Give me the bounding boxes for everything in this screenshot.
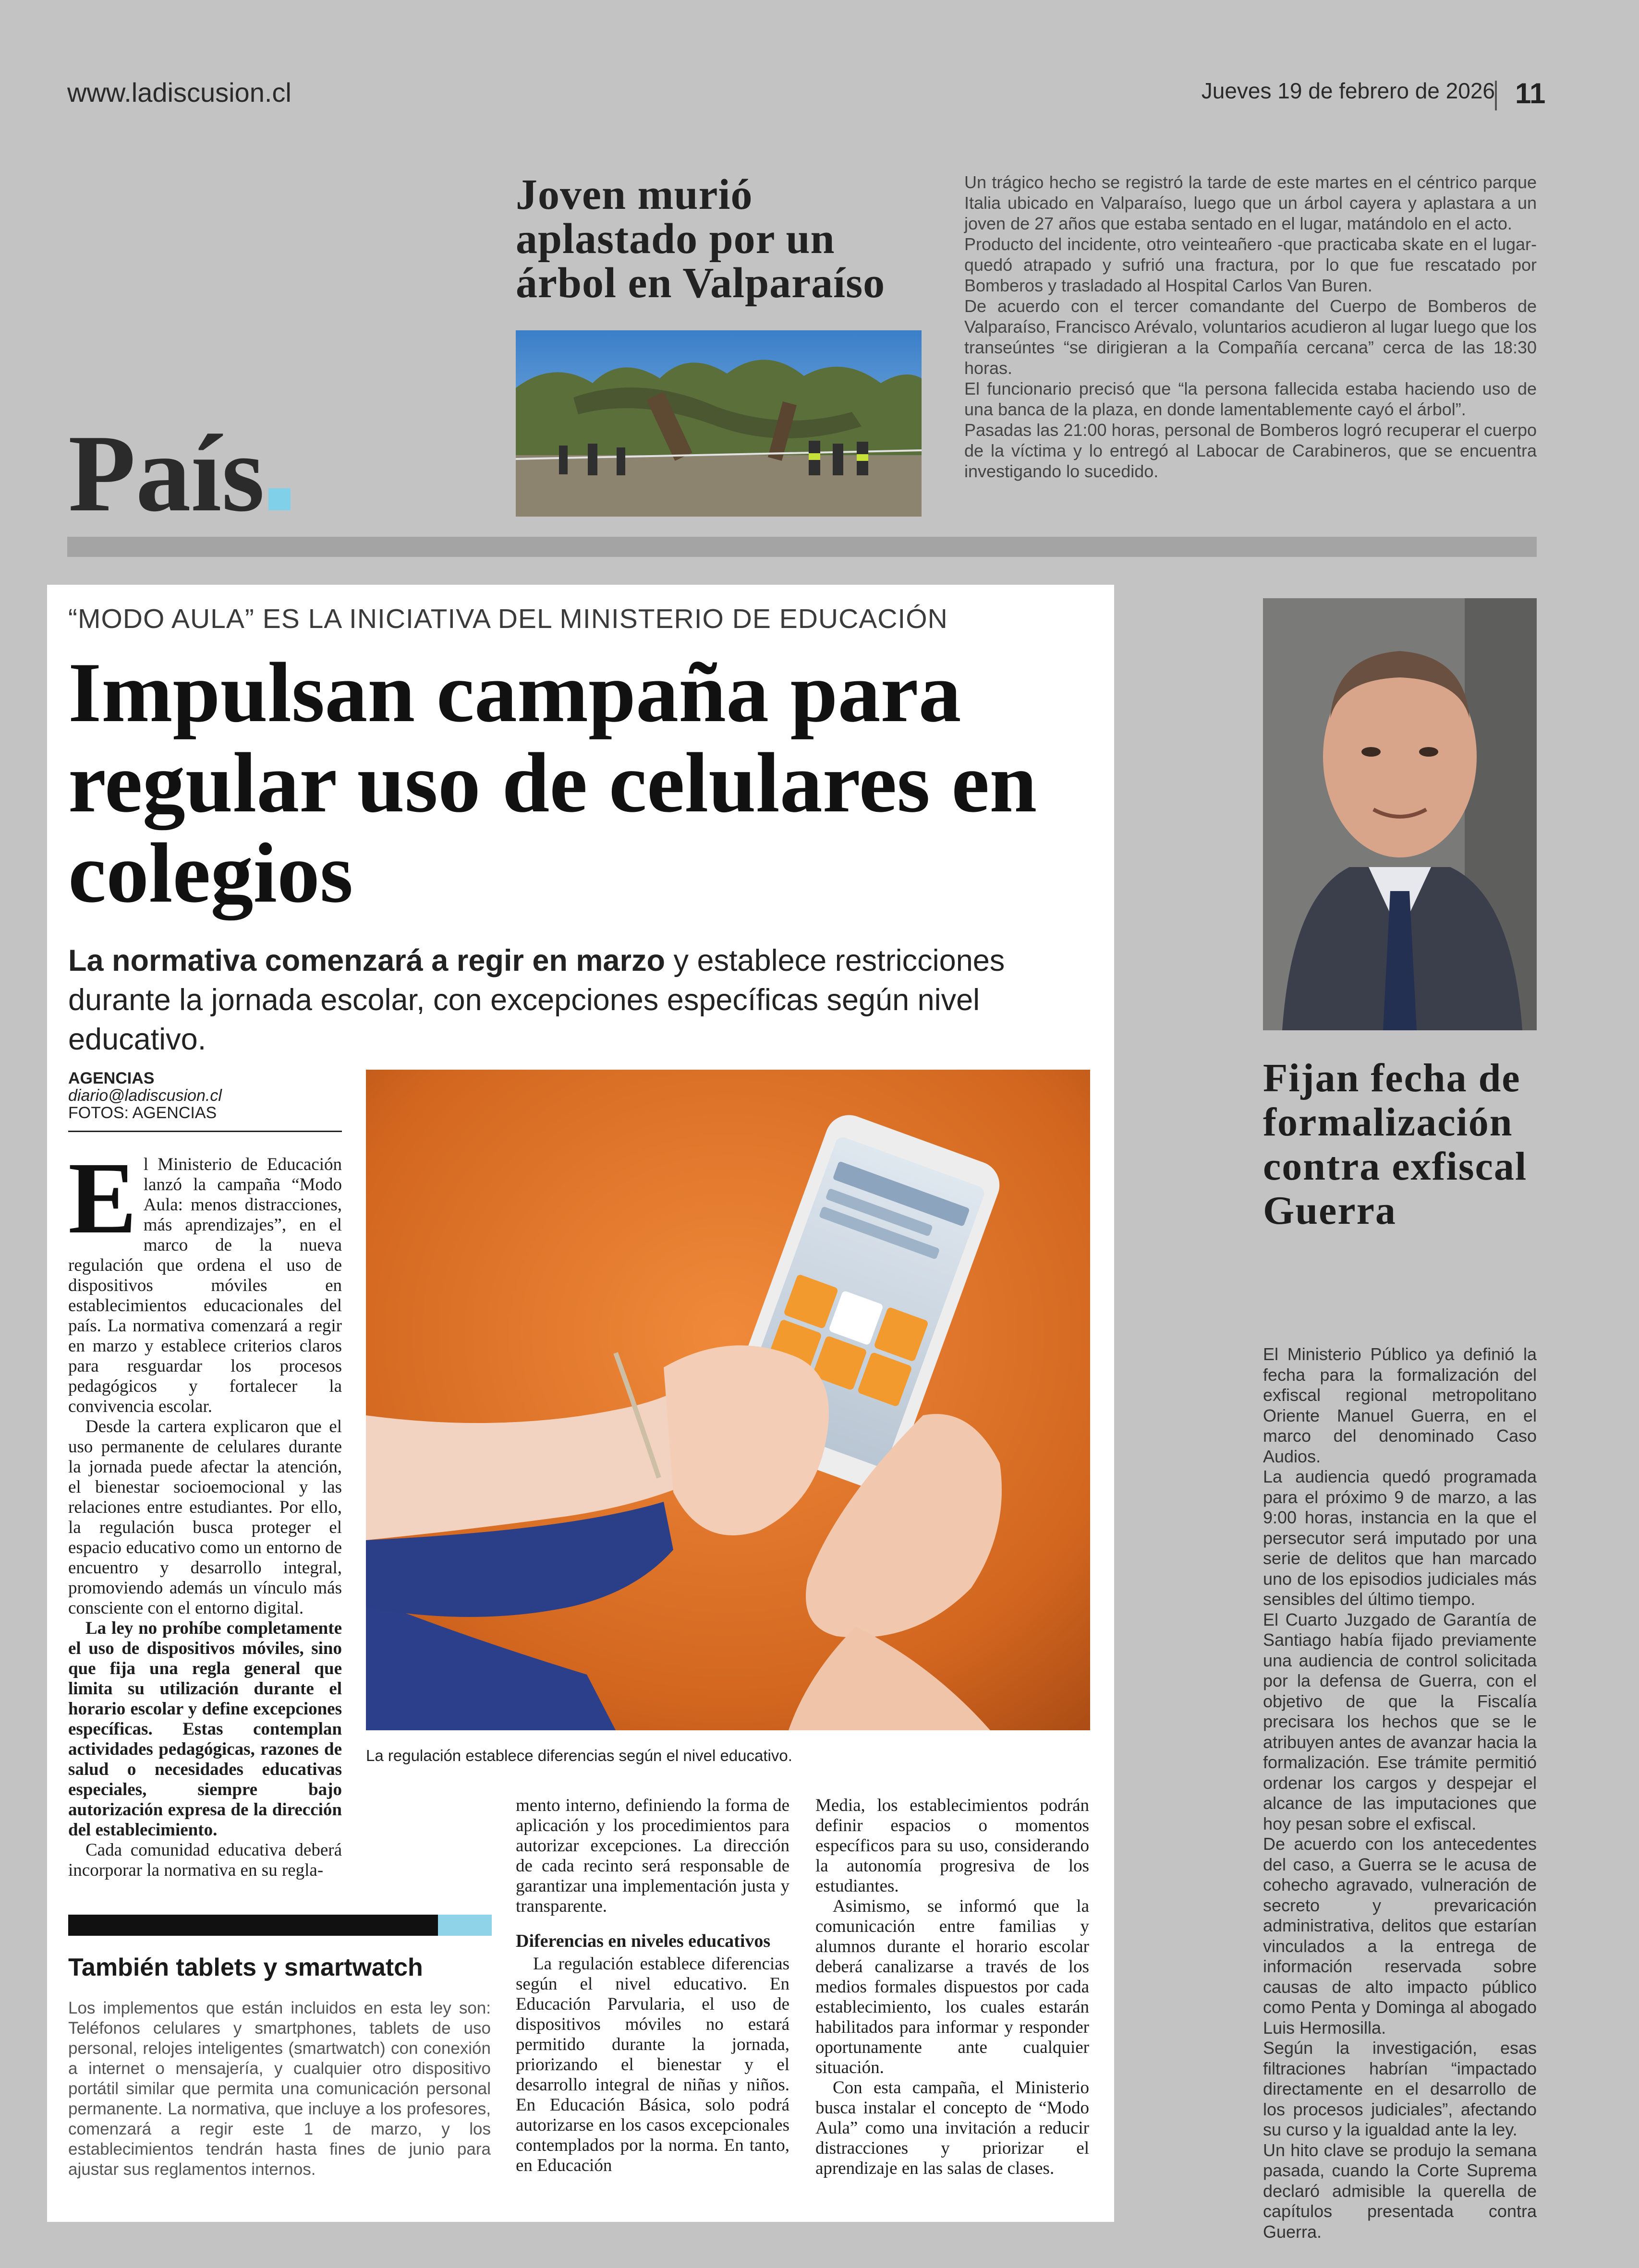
article-headline: Impulsan campaña para regular uso de celulares en colegios (68, 645, 1037, 920)
right-story-headline: Fijan fecha de formalización contra exfiscal Guerra (1263, 1056, 1528, 1233)
byline-email[interactable]: diario@ladiscusion.cl (68, 1086, 222, 1105)
article-kicker: “MODO AULA” ES LA INICIATIVA DEL MINISTERIO DE EDUCACIÓN (68, 603, 948, 634)
byline (68, 1070, 342, 1122)
right-story-paragraph: La audiencia quedó programada para el próximo 9 de marzo, a las 9:00 horas, instancia en la que el persecutor será imputado por una serie de delitos que han marcado uno de los episodios judiciales más sensibles del último tiempo. (1263, 1467, 1537, 1609)
article-paragraph: mento interno, definiendo la forma de aplicación y los procedimientos para autorizar excepciones. La dirección de cada recinto será responsable de garantizar una implementación justa y transparente. (516, 1796, 789, 1916)
right-story-body (1263, 1344, 1537, 2242)
tree-accident-photo (516, 330, 922, 517)
hands-phone-photo (366, 1070, 1090, 1730)
article-paragraph: Con esta campaña, el Ministerio busca instalar el concepto de “Modo Aula” como una invitación a reducir distracciones y priorizar el aprendizaje en las salas de clases. (815, 2078, 1089, 2178)
article-column-2 (516, 1796, 789, 2176)
section-label (68, 412, 291, 534)
sidebar-title: También tablets y smartwatch (68, 1954, 423, 1981)
article-paragraph: La regulación establece diferencias según el nivel educativo. En Educación Parvularia, el uso de dispositivos móviles no estará permitido durante la jornada, priorizando el bienestar y el desarrollo integral de niñas y niños. En Educación Básica, solo podrá autorizarse en los casos excepcionales contemplados por la norma. En tanto, en Educación (516, 1954, 789, 2175)
sidebar-bar (68, 1915, 438, 1936)
top-story-body (964, 172, 1537, 482)
top-story-paragraph: Un trágico hecho se registró la tarde de este martes en el céntrico parque Italia ubicado en Valparaíso, luego que un árbol cayera y aplastara a un joven de 27 años que estaba sentado en el lugar, matándolo en el acto. (964, 172, 1537, 233)
right-story-paragraph: Según la investigación, esas filtraciones habrían “impactado directamente en el desarrollo de los procesos judiciales”, afectando su curso y la igualdad ante la ley. (1263, 2038, 1537, 2139)
article-paragraph: Asimismo, se informó que la comunicación entre familias y alumnos durante el horario escolar deberá canalizarse a través de los medios formales dispuestos por cada establecimiento, los cuales estarán habilitados para informar y responder oportunamente ante cualquier situación. (815, 1896, 1089, 2077)
article-column-1 (68, 1141, 342, 1881)
top-story-paragraph: Pasadas las 21:00 horas, personal de Bomberos logró recuperar el cuerpo de la víctima y lo entregó al Labocar de Carabineros, que se encuentra investigando lo sucedido. (964, 420, 1537, 481)
top-story-paragraph: Producto del incidente, otro veinteañero -que practicaba skate en el lugar- quedó atrapado y sufrió una fractura, por lo que fue rescatado por Bomberos y trasladado al Hospital Carlos Van Buren. (964, 234, 1537, 295)
article-subhead: Diferencias en niveles educativos (516, 1931, 771, 1951)
byline-rule (68, 1131, 342, 1132)
header-separator (1495, 81, 1497, 110)
byline-photos: FOTOS: AGENCIAS (68, 1104, 217, 1122)
article-paragraph: La ley no prohíbe completamente el uso de dispositivos móviles, sino que fija una regla general que limita su utilización durante el horario escolar y define excepciones específicas. Estas contemplan actividades pedagógicas, razones de salud o necesidades educativas especiales, siempre bajo autorización expresa de la dirección del establecimiento. (68, 1618, 342, 1840)
photo-caption: La regulación establece diferencias según el nivel educativo. (366, 1747, 792, 1764)
right-story-paragraph: El Ministerio Público ya definió la fecha para la formalización del exfiscal regional metropolitano Oriente Manuel Guerra, en el marco del denominado Caso Audios. (1263, 1344, 1537, 1466)
page-number: 11 (1515, 77, 1546, 109)
article-paragraph: Media, los establecimientos podrán definir espacios o momentos específicos para su uso, considerando la autonomía progresiva de los estudiantes. (815, 1796, 1089, 1896)
sidebar-bar-accent (438, 1915, 492, 1936)
top-story-headline: Joven murió aplastado por un árbol en Valparaíso (516, 171, 886, 307)
top-story-paragraph: El funcionario precisó que “la persona fallecida estaba haciendo uso de una banca de la plaza, en donde lamentablemente cayó el árbol”. (964, 379, 1537, 419)
lede-bold: La normativa comenzará a regir en marzo (68, 944, 665, 977)
prosecutor-portrait-photo (1263, 598, 1537, 1030)
sidebar-body: Los implementos que están incluidos en esta ley son: Teléfonos celulares y smartphones, tablets de uso personal, relojes inteligentes (smartwatch) con conexión a internet o mensajería, y cualquier otro dispositivo portátil similar que permita una comunicación personal permanente. La normativa, que incluye a los profesores, comenzará a regir este 1 de marzo, y los establecimientos tendrán hasta fines de junio para ajustar sus reglamentos internos. (68, 1999, 491, 2179)
article-column-3 (815, 1796, 1089, 2179)
right-story-paragraph: Un hito clave se produjo la semana pasada, cuando la Corte Suprema declaró admisible la querella de capítulos presentada contra Guerra. (1263, 2140, 1537, 2242)
top-story-paragraph: De acuerdo con el tercer comandante del Cuerpo de Bomberos de Valparaíso, Francisco Arévalo, voluntarios acudieron al lugar luego que los transeúntes “se dirigieran a la Compañía cercana” cerca de las 18:30 horas. (964, 296, 1537, 378)
site-url[interactable]: www.ladiscusion.cl (67, 77, 291, 108)
issue-date: Jueves 19 de febrero de 2026 (1201, 78, 1495, 103)
right-story-paragraph: El Cuarto Juzgado de Garantía de Santiago había fijado previamente una audiencia de control solicitada por la defensa de Guerra, con el objetivo de que la Fiscalía precisara los hechos que se le atribuyen antes de avanzar hacia la formalización. Ese trámite permitió ordenar los cargos y despejar el alcance de las imputaciones que hoy pesan sobre el exfiscal. (1263, 1609, 1537, 1834)
section-accent-square (268, 488, 291, 510)
article-paragraph: l Ministerio de Educación lanzó la campaña “Modo Aula: menos distracciones, más aprendizajes”, en el marco de la nueva regulación que ordena el uso de dispositivos móviles en establecimientos educacionales del país. La normativa comenzará a regir en marzo y establece criterios claros para resguardar los procesos pedagógicos y fortalecer la convivencia escolar. (68, 1155, 342, 1416)
section-divider (67, 537, 1537, 557)
byline-agency: AGENCIAS (68, 1069, 155, 1087)
article-paragraph: Desde la cartera explicaron que el uso permanente de celulares durante la jornada puede afectar la atención, el bienestar socioemocional y las relaciones entre estudiantes. Por ello, la regulación busca proteger el espacio educativo como un entorno de encuentro y desarrollo integral, promoviendo además un vínculo más consciente con el entorno digital. (68, 1417, 342, 1618)
drop-cap: E (68, 1141, 137, 1255)
article-paragraph: Cada comunidad educativa deberá incorporar la normativa en su regla- (68, 1840, 342, 1880)
article-lede (68, 941, 1077, 1059)
lede-text: y establece restricciones durante la jornada escolar, con excepciones específicas según nivel educativo. (68, 944, 1005, 1056)
section-label-text: País (68, 412, 265, 534)
right-story-paragraph: De acuerdo con los antecedentes del caso, a Guerra se le acusa de cohecho agravado, vulneración de secreto y prevaricación administrativa, delitos que estarían vinculados a la entrega de información reservada sobre causas de alto impacto público como Penta y Dominga al abogado Luis Hermosilla. (1263, 1834, 1537, 2038)
